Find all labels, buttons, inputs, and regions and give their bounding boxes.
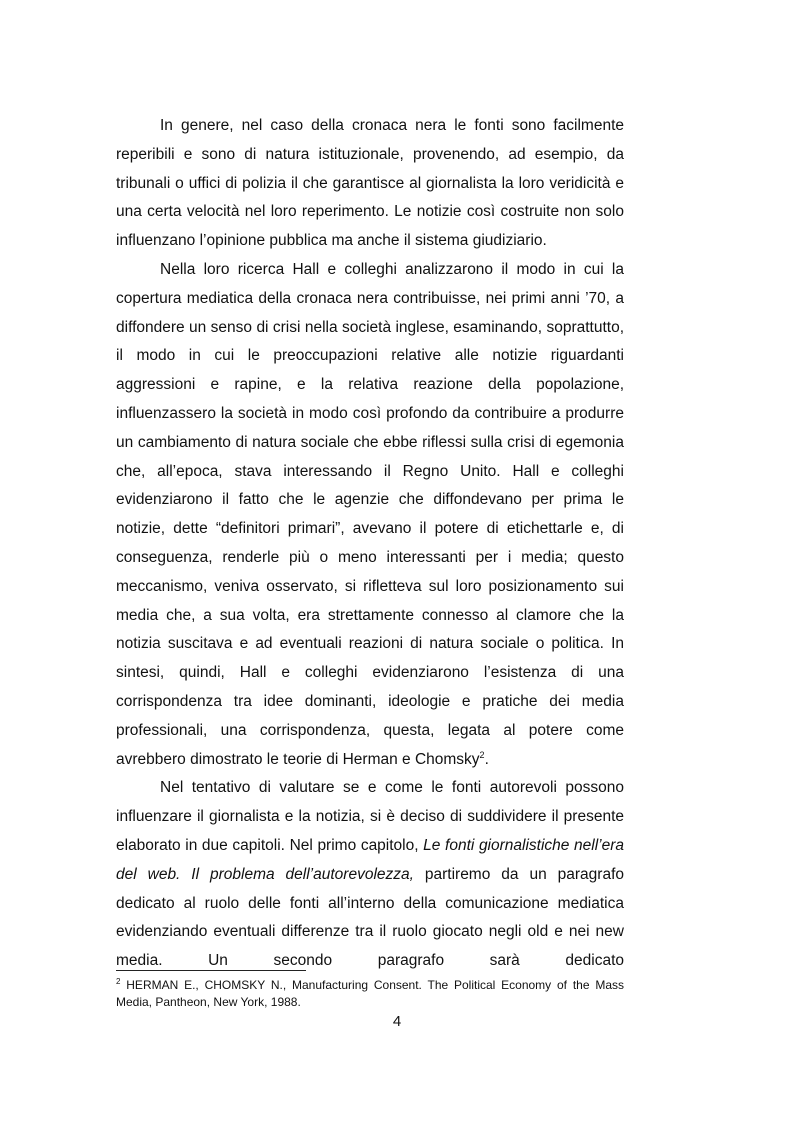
footnote-number: 2 bbox=[116, 977, 121, 986]
paragraph-3-end: partiremo da un paragrafo dedicato al ruolo delle fonti all’interno della comunicazione mediatica evidenziando eventuali differenze tra il ruolo giocato negli old e nei new media. Un secondo paragrafo sarà dedicato bbox=[116, 865, 624, 970]
footnote bbox=[116, 977, 624, 1011]
footnote-reference: 2 bbox=[479, 749, 485, 760]
page-number: 4 bbox=[392, 1013, 402, 1030]
paragraph-1: In genere, nel caso della cronaca nera le fonti sono facilmente reperibili e sono di natura istituzionale, provenendo, ad esempio, da tribunali o uffici di polizia il che garantisce al giornalista la loro veridicità e una certa velocità nel loro reperimento. Le notizie così costruite non solo influenzano l’opinione pubblica ma anche il sistema giudiziario. bbox=[116, 117, 624, 250]
footnote-text: HERMAN E., CHOMSKY N., Manufacturing Consent. The Political Economy of the Mass Media, Pantheon, New York, 1988. bbox=[116, 978, 624, 1009]
paragraph-3 bbox=[116, 774, 624, 976]
footnote-divider bbox=[116, 970, 306, 971]
paragraph-2-end: . bbox=[484, 750, 489, 768]
body-text bbox=[116, 112, 624, 976]
paragraph-2-text: Nella loro ricerca Hall e colleghi analizzarono il modo in cui la copertura mediatica della cronaca nera contribuisse, nei primi anni ’70, a diffondere un senso di crisi nella società inglese, esaminando, soprattutto, il modo in cui le preoccupazioni relative alle notizie riguardanti aggressioni e rapine, e la relativa reazione della popolazione, influenzassero la società in modo così profondo da contribuire a produrre un cambiamento di natura sociale che ebbe riflessi sulla crisi di egemonia che, all’epoca, stava interessando il Regno Unito. Hall e colleghi evidenziarono il fatto che le agenzie che diffondevano per prima le notizie, dette “definitori primari”, avevano il potere di etichettarle e, di conseguenza, renderle più o meno interessanti per i media; questo meccanismo, veniva osservato, si rifletteva sul loro posizionamento sui media che, a sua volta, era strettamente connesso al clamore che la notizia suscitava e ad eventuali reazioni di natura sociale o politica. In sintesi, quindi, Hall e colleghi evidenziarono l’esistenza di una corrispondenza tra idee dominanti, ideologie e pratiche dei media professionali, una corrispondenza, questa, legata al potere come avrebbero dimostrato le teorie di Herman e Chomsky bbox=[116, 260, 624, 768]
paragraph-2 bbox=[116, 256, 624, 774]
chapter-title-italic: Le fonti giornalistiche nell’era del web. Il problema dell’autorevolezza, bbox=[116, 836, 624, 883]
paragraph-3-start: Nel tentativo di valutare se e come le fonti autorevoli possono influenzare il giornalista e la notizia, si è deciso di suddividere il presente elaborato in due capitoli. Nel primo capitolo, bbox=[116, 779, 624, 854]
